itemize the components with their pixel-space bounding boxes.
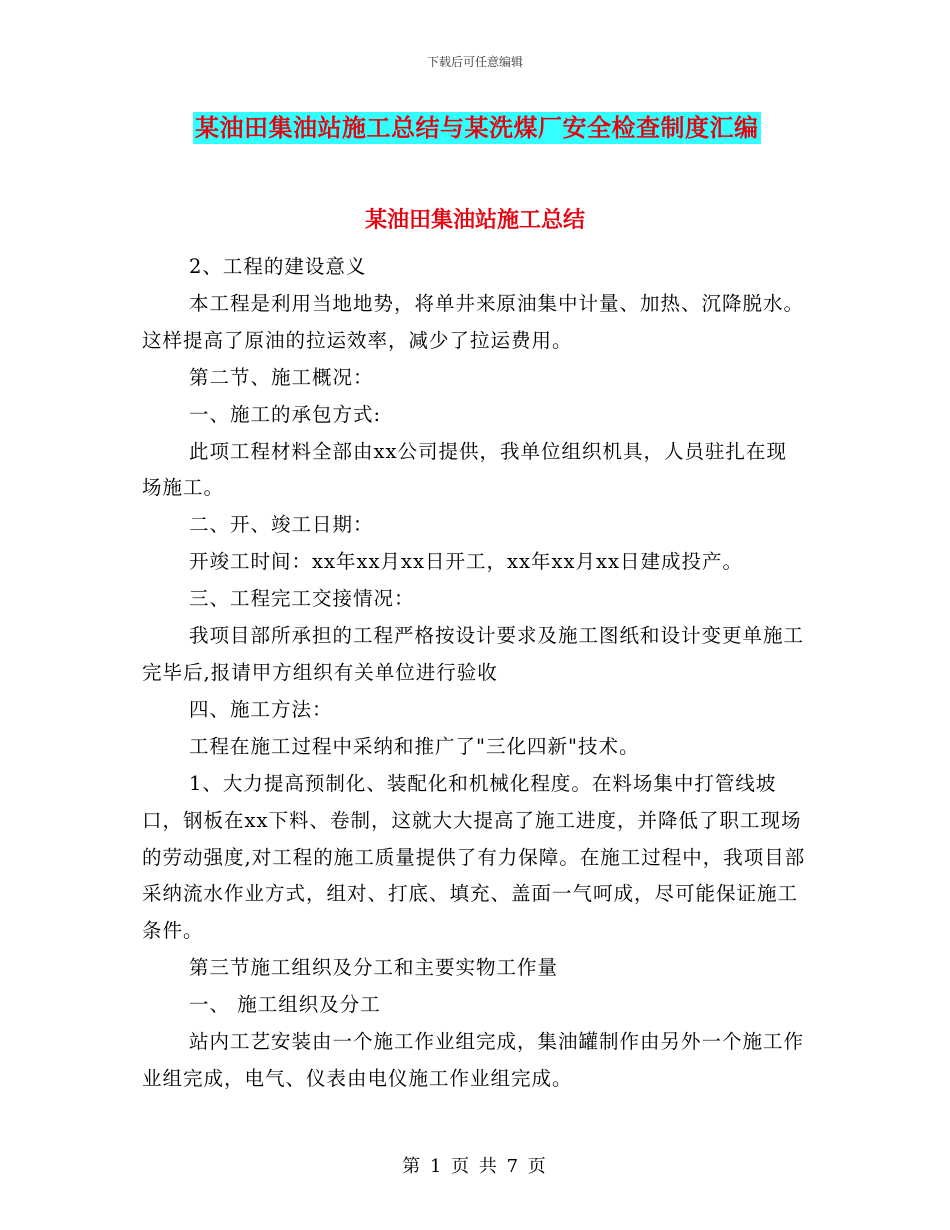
paragraph: 第二节、施工概况： [189, 365, 374, 389]
paragraph: 我项目部所承担的工程严格按设计要求及施工图纸和设计变更单施工完毕后,报请甲方组织有关单位进行验收 [142, 624, 805, 684]
paragraph: 开竣工时间：xx年xx月xx日开工，xx年xx月xx日建成投产。 [189, 550, 743, 574]
paragraph: 2、工程的建设意义 [189, 255, 367, 278]
paragraph: 第三节施工组织及分工和主要实物工作量 [189, 956, 559, 980]
section-title: 某油田集油站施工总结 [364, 208, 585, 233]
paragraph: 此项工程材料全部由xx公司提供，我单位组织机具，人员驻扎在现场施工。 [142, 439, 787, 500]
paragraph: 一、 施工组织及分工 [189, 993, 381, 1017]
document-main-title: 某油田集油站施工总结与某洗煤厂安全检查制度汇编 [195, 114, 759, 142]
paragraph: 四、施工方法： [189, 697, 333, 721]
paragraph: 一、施工的承包方式: [189, 402, 382, 426]
document-body [142, 249, 807, 1098]
paragraph: 工程在施工过程中采纳和推广了"三化四新"技术。 [189, 734, 640, 758]
paragraph: 站内工艺安装由一个施工作业组完成，集油罐制作由另外一个施工作业组完成，电气、仪表由电仪施工作业组完成。 [142, 1030, 805, 1090]
paragraph: 二、开、竣工日期： [189, 513, 374, 537]
page-number-footer: 第 1 页 共 7 页 [402, 1156, 548, 1177]
paragraph: 本工程是利用当地地势，将单井来原油集中计量、加热、沉降脱水。这样提高了原油的拉运效率，减少了拉运费用。 [142, 291, 805, 352]
page-header-note: 下载后可任意编辑 [426, 55, 523, 69]
paragraph: 1、大力提高预制化、装配化和机械化程度。在料场集中打管线坡口，钢板在xx下料、卷制，这就大大提高了施工进度，并降低了职工现场的劳动强度,对工程的施工质量提供了有力保障。在施工过程中，我项目部采纳流水作业方式，组对、打底、填充、盖面一气呵成，尽可能保证施工条件。 [142, 771, 806, 943]
paragraph: 三、工程完工交接情况： [189, 587, 415, 611]
